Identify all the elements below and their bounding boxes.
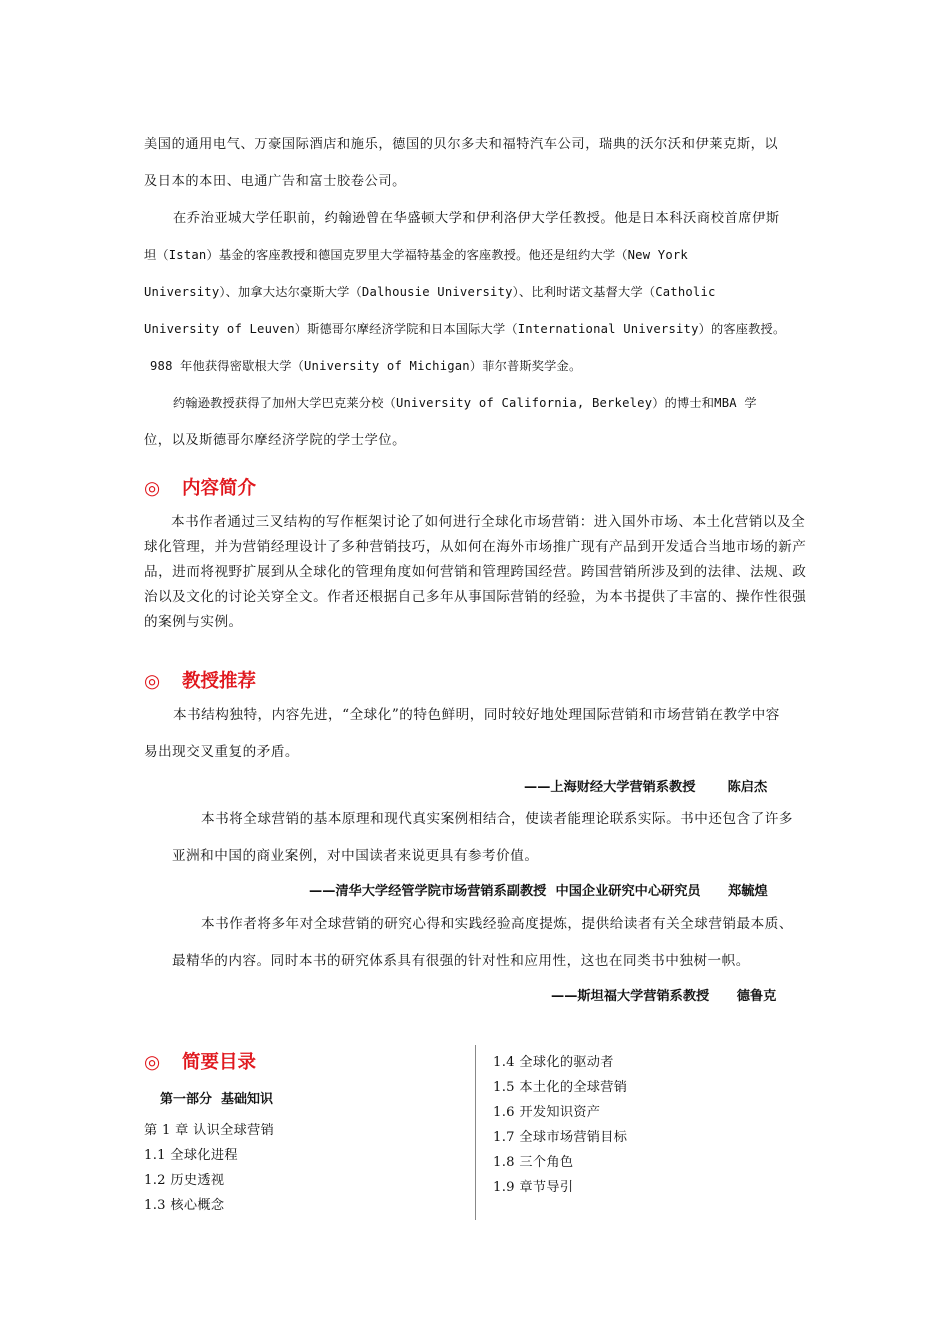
recommendation-signature: ——清华大学经管学院市场营销系副教授 中国企业研究中心研究员 郑毓煌 (309, 884, 768, 899)
recommendation-line: 本书作者将多年对全球营销的研究心得和实践经验高度提炼，提供给读者有关全球营销最本质、 (201, 916, 793, 932)
section-heading-toc (144, 1048, 256, 1074)
toc-item: 1.6 开发知识资产 (493, 1105, 601, 1120)
toc-item: 1.7 全球市场营销目标 (493, 1130, 628, 1145)
author-bio (144, 126, 816, 459)
bio-line: 988 年他获得密歇根大学（University of Michigan）菲尔普斯奖学金。 (150, 359, 582, 373)
section-title: 教授推荐 (182, 671, 257, 692)
bio-line: 及日本的本田、电通广告和富士胶卷公司。 (144, 174, 406, 189)
toc-item: 1.1 全球化进程 (144, 1148, 238, 1163)
toc-item: 1.8 三个角色 (493, 1155, 574, 1170)
section-title: 内容简介 (182, 478, 257, 499)
recommendation-line: 亚洲和中国的商业案例，对中国读者来说更具有参考价值。 (172, 848, 539, 864)
recommendation-line: 本书结构独特，内容先进，“全球化”的特色鲜明，同时较好地处理国际营销和市场营销在教学中容 (173, 707, 780, 723)
bio-line: University of Leuven）斯德哥尔摩经济学院和日本国际大学（International University）的客座教授。 (144, 322, 786, 336)
intro-paragraph: 本书作者通过三叉结构的写作框架讨论了如何进行全球化市场营销：进入国外市场、本土化营销以及全球化管理，并为营销经理设计了多种营销技巧，从如何在海外市场推广现有产品到开发适合当地市场的新产品，进而将视野扩展到从全球化的管理角度如何营销和管理跨国经营。跨国营销所涉及到的法律、法规、政治以及文化的讨论关穿全文。作者还根据自己多年从事国际营销的经验，为本书提供了丰富的、操作性很强的案例与实例。 (144, 514, 807, 630)
section-heading-intro (144, 474, 256, 500)
bio-line: 在乔治亚城大学任职前，约翰逊曾在华盛顿大学和伊利洛伊大学任教授。他是日本科沃商校首席伊斯 (173, 211, 780, 226)
section-marker-icon: ◎ (144, 1052, 161, 1073)
bio-line: 位，以及斯德哥尔摩经济学院的学士学位。 (144, 433, 406, 448)
section-marker-icon: ◎ (144, 478, 161, 499)
recommendation-signature: ——上海财经大学营销系教授 陈启杰 (524, 780, 768, 795)
toc-item: 1.4 全球化的驱动者 (493, 1055, 614, 1070)
recommendation-line: 易出现交叉重复的矛盾。 (144, 744, 300, 760)
recommendation-line: 最精华的内容。同时本书的研究体系具有很强的针对性和应用性，这也在同类书中独树一帜。 (172, 953, 750, 969)
recommendation-signature: ——斯坦福大学营销系教授 德鲁克 (551, 989, 777, 1004)
recommendation-line: 本书将全球营销的基本原理和现代真实案例相结合，使读者能理论联系实际。书中还包含了许多 (201, 811, 793, 827)
toc-item: 1.3 核心概念 (144, 1198, 225, 1213)
toc-part-title: 第一部分 基础知识 (160, 1092, 274, 1107)
section-title: 简要目录 (182, 1052, 257, 1073)
toc-item: 第 1 章 认识全球营销 (144, 1123, 275, 1138)
toc-column-divider (475, 1045, 476, 1220)
recommendation-3 (172, 906, 837, 980)
section-marker-icon: ◎ (144, 671, 161, 692)
bio-line: 坦（Istan）基金的客座教授和德国克罗里大学福特基金的客座教授。他还是纽约大学（New York (144, 248, 688, 262)
toc-item: 1.2 历史透视 (144, 1173, 225, 1188)
recommendation-1 (144, 697, 809, 771)
recommendation-2 (172, 801, 837, 875)
toc-item: 1.9 章节导引 (493, 1180, 574, 1195)
bio-line: 美国的通用电气、万豪国际酒店和施乐，德国的贝尔多夫和福特汽车公司，瑞典的沃尔沃和伊莱克斯，以 (144, 137, 779, 152)
section-heading-recommend (144, 667, 256, 693)
toc-item: 1.5 本土化的全球营销 (493, 1080, 628, 1095)
bio-line: 约翰逊教授获得了加州大学巴克莱分校（University of California, Berkeley）的博士和MBA 学 (173, 396, 757, 410)
bio-line: University）、加拿大达尔豪斯大学（Dalhousie University）、比利时诺文基督大学（Catholic (144, 285, 716, 299)
